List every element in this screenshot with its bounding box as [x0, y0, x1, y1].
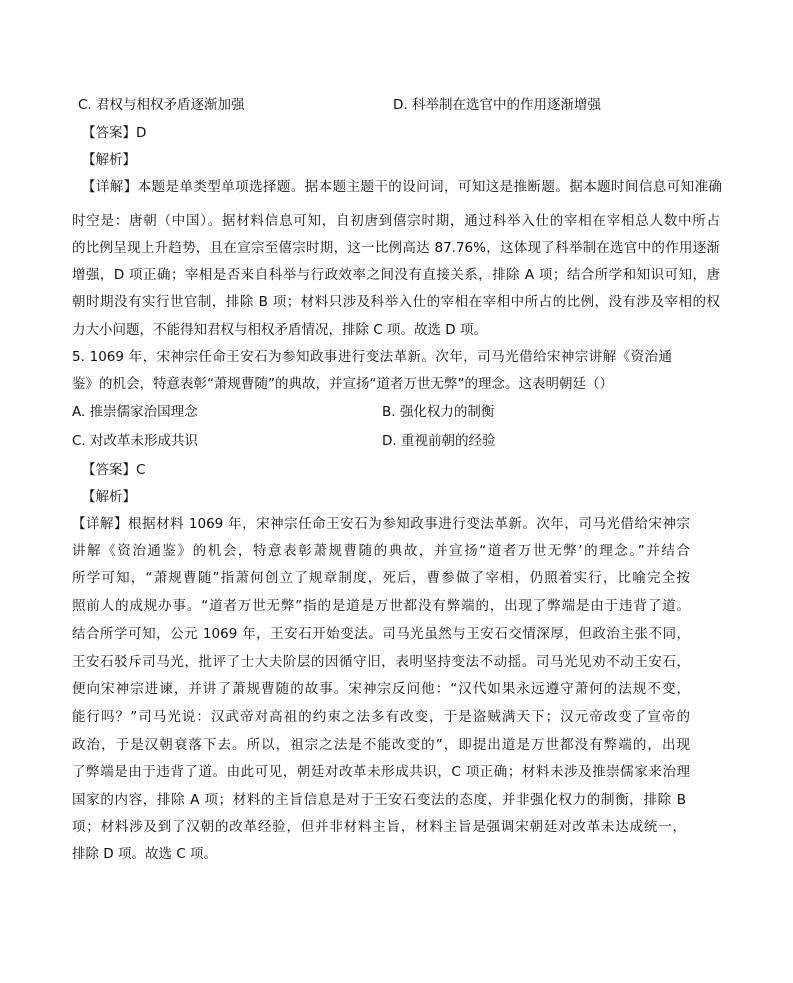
q4-detail-line: 力大小问题，不能得知君权与相权矛盾情况，排除 C 项。故选 D 项。 [72, 322, 487, 338]
q5-detail-line: 结合所学可知，公元 1069 年，王安石开始变法。司马光虽然与王安石交情深厚，但政治主张不同， [72, 626, 690, 642]
q5-option-d: D. 重视前朝的经验 [382, 433, 496, 449]
q4-answer: 【答案】D [82, 125, 147, 141]
q4-detail-line: 增强，D 项正确；宰相是否来自科举与行政效率之间没有直接关系，排除 A 项；结合所学和知识可知，唐 [72, 267, 720, 283]
q5-detail-line: 讲解《资治通鉴》的机会，特意表彰萧规曹随的典故，并宣扬“道者万世无弊’的理念。”并结合 [72, 543, 690, 559]
q5-stem-line: 鉴》的机会，特意表彰“萧规曹随”的典故，并宣扬“道者万世无弊”的理念。这表明朝廷（） [72, 376, 613, 392]
q4-option-c: C. 君权与相权矛盾逐渐加强 [78, 97, 245, 113]
q5-option-a: A. 推崇儒家治国理念 [72, 404, 198, 420]
q5-detail-line: 王安石驳斥司马光，批评了士大夫阶层的因循守旧，表明坚持变法不动摇。司马光见劝不动王安石， [72, 654, 690, 670]
q4-detail-line: 朝时期没有实行世官制，排除 B 项；材料只涉及科举入仕的宰相在宰相中所占的比例，没有涉及宰相的权 [72, 294, 720, 310]
q5-detail-line: 了弊端是由于违背了道。由此可见，朝廷对改革未形成共识，C 项正确；材料未涉及推崇儒家来治理 [72, 764, 690, 780]
q5-option-b: B. 强化权力的制衡 [382, 404, 495, 420]
q4-analysis-heading: 【解析】 [82, 152, 136, 168]
q5-detail-line: 所学可知，“萧规曹随”指萧何创立了规章制度，死后，曹参做了宰相，仍照着实行，比喻完全按 [72, 570, 690, 586]
q4-detail-line: 【详解】本题是单类型单项选择题。据本题主题干的设问词，可知这是推断题。据本题时间信息可知准确 [82, 179, 722, 195]
q5-stem-line: 5. 1069 年，宋神宗任命王安石为参知政事进行变法革新。次年，司马光借给宋神宗讲解《资治通 [72, 349, 672, 365]
q4-option-d: D. 科举制在选官中的作用逐渐增强 [393, 97, 601, 113]
q5-detail-line: 政治，于是汉朝衰落下去。所以，祖宗之法是不能改变的”，即提出道是万世都没有弊端的，出现 [72, 737, 690, 753]
q5-detail-line: 便向宋神宗进谏，并讲了萧规曹随的故事。宋神宗反问他：“汉代如果永远遵守萧何的法规不变， [72, 681, 690, 697]
q5-analysis-heading: 【解析】 [82, 489, 136, 505]
q5-option-c: C. 对改革未形成共识 [72, 433, 199, 449]
q5-detail-line: 国家的内容，排除 A 项；材料的主旨信息是对于王安石变法的态度，并非强化权力的制衡，排除 B [72, 792, 686, 808]
q5-detail-line: 【详解】根据材料 1069 年，宋神宗任命王安石为参知政事进行变法革新。次年，司马光借给宋神宗 [72, 516, 690, 532]
q5-detail-line: 照前人的成规办事。“道者万世无弊”指的是道是万世都没有弊端的，出现了弊端是由于违背了道。 [72, 598, 690, 614]
q5-detail-line: 排除 D 项。故选 C 项。 [72, 846, 217, 862]
q5-detail-line: 项；材料涉及到了汉朝的改革经验，但并非材料主旨，材料主旨是强调宋朝廷对改革未达成统一， [72, 819, 686, 835]
q4-detail-line: 的比例呈现上升趋势，且在宣宗至僖宗时期，这一比例高达 87.76%，这体现了科举制在选官中的作用逐渐 [72, 240, 720, 256]
q5-detail-line: 能行吗？”司马光说：汉武帝对高祖的约束之法多有改变，于是盗贼满天下；汉元帝改变了宣帝的 [72, 709, 690, 725]
q5-answer: 【答案】C [82, 462, 146, 478]
q4-detail-line: 时空是：唐朝（中国）。据材料信息可知，自初唐到僖宗时期，通过科举入仕的宰相在宰相总人数中所占 [72, 213, 720, 229]
